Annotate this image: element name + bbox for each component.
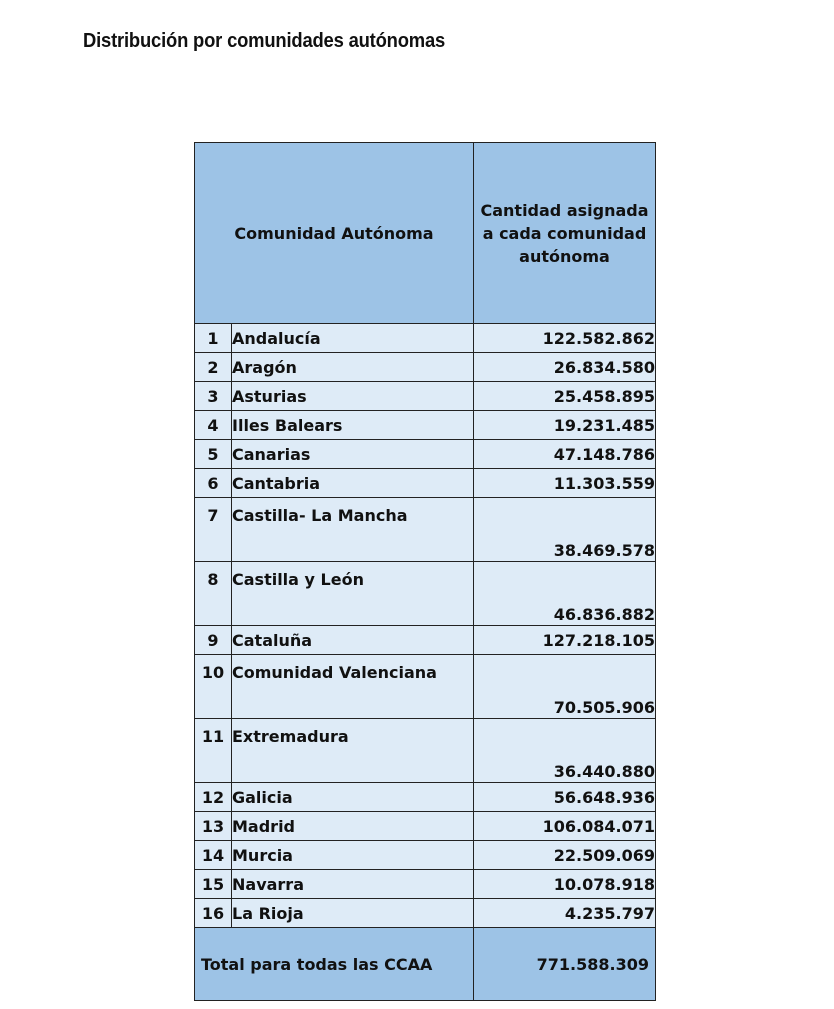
row-community: Castilla y León bbox=[232, 562, 474, 626]
row-community: Extremadura bbox=[232, 719, 474, 783]
header-community: Comunidad Autónoma bbox=[195, 143, 474, 324]
table-row bbox=[195, 469, 656, 498]
table-header-row bbox=[195, 143, 656, 324]
row-amount: 56.648.936 bbox=[474, 783, 656, 812]
row-amount: 36.440.880 bbox=[474, 719, 656, 783]
row-amount: 11.303.559 bbox=[474, 469, 656, 498]
row-amount: 19.231.485 bbox=[474, 411, 656, 440]
header-amount: Cantidad asignada a cada comunidad autónoma bbox=[474, 143, 656, 324]
row-amount: 70.505.906 bbox=[474, 655, 656, 719]
row-community: Comunidad Valenciana bbox=[232, 655, 474, 719]
row-number: 12 bbox=[195, 783, 232, 812]
row-community: Illes Balears bbox=[232, 411, 474, 440]
row-number: 4 bbox=[195, 411, 232, 440]
row-amount: 122.582.862 bbox=[474, 324, 656, 353]
row-community: Asturias bbox=[232, 382, 474, 411]
table-row bbox=[195, 719, 656, 783]
page-title: Distribución por comunidades autónomas bbox=[83, 30, 446, 52]
table-row bbox=[195, 783, 656, 812]
row-number: 13 bbox=[195, 812, 232, 841]
table-row bbox=[195, 382, 656, 411]
row-community: La Rioja bbox=[232, 899, 474, 928]
total-amount: 771.588.309 bbox=[474, 928, 656, 1001]
row-amount: 10.078.918 bbox=[474, 870, 656, 899]
table-row bbox=[195, 655, 656, 719]
table-row bbox=[195, 324, 656, 353]
row-number: 7 bbox=[195, 498, 232, 562]
row-community: Cantabria bbox=[232, 469, 474, 498]
row-amount: 38.469.578 bbox=[474, 498, 656, 562]
row-amount: 127.218.105 bbox=[474, 626, 656, 655]
table-row bbox=[195, 812, 656, 841]
row-community: Aragón bbox=[232, 353, 474, 382]
row-number: 1 bbox=[195, 324, 232, 353]
row-amount: 25.458.895 bbox=[474, 382, 656, 411]
total-row bbox=[195, 928, 656, 1001]
table-row bbox=[195, 498, 656, 562]
row-number: 14 bbox=[195, 841, 232, 870]
row-community: Canarias bbox=[232, 440, 474, 469]
row-number: 5 bbox=[195, 440, 232, 469]
row-amount: 4.235.797 bbox=[474, 899, 656, 928]
row-community: Galicia bbox=[232, 783, 474, 812]
table-row bbox=[195, 870, 656, 899]
row-number: 9 bbox=[195, 626, 232, 655]
row-community: Murcia bbox=[232, 841, 474, 870]
row-amount: 46.836.882 bbox=[474, 562, 656, 626]
row-number: 8 bbox=[195, 562, 232, 626]
table-row bbox=[195, 440, 656, 469]
total-label: Total para todas las CCAA bbox=[195, 928, 474, 1001]
row-community: Navarra bbox=[232, 870, 474, 899]
table-row bbox=[195, 841, 656, 870]
distribution-table bbox=[194, 142, 656, 1001]
row-number: 11 bbox=[195, 719, 232, 783]
row-community: Castilla- La Mancha bbox=[232, 498, 474, 562]
row-amount: 106.084.071 bbox=[474, 812, 656, 841]
table-row bbox=[195, 562, 656, 626]
row-community: Cataluña bbox=[232, 626, 474, 655]
row-number: 10 bbox=[195, 655, 232, 719]
row-community: Madrid bbox=[232, 812, 474, 841]
row-amount: 47.148.786 bbox=[474, 440, 656, 469]
row-amount: 26.834.580 bbox=[474, 353, 656, 382]
row-number: 6 bbox=[195, 469, 232, 498]
row-community: Andalucía bbox=[232, 324, 474, 353]
table-row bbox=[195, 899, 656, 928]
row-number: 3 bbox=[195, 382, 232, 411]
table-row bbox=[195, 353, 656, 382]
row-number: 2 bbox=[195, 353, 232, 382]
row-number: 15 bbox=[195, 870, 232, 899]
row-number: 16 bbox=[195, 899, 232, 928]
row-amount: 22.509.069 bbox=[474, 841, 656, 870]
table-row bbox=[195, 411, 656, 440]
table-row bbox=[195, 626, 656, 655]
